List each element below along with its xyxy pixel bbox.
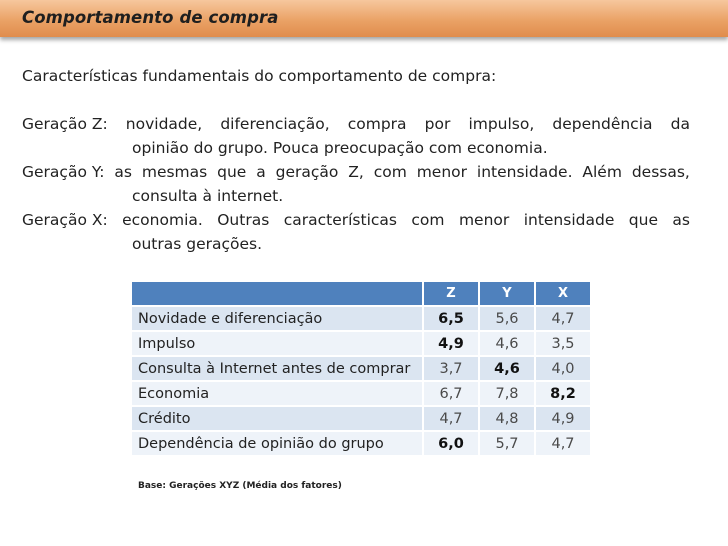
cell-z: 3,7: [424, 357, 478, 380]
cell-y: 5,6: [480, 307, 534, 330]
factors-table: [130, 280, 592, 457]
generation-word: Outras: [217, 211, 270, 229]
cell-y: 4,8: [480, 407, 534, 430]
col-header-z: Z: [424, 282, 478, 305]
cell-z: 4,7: [424, 407, 478, 430]
generation-word: com: [411, 211, 445, 229]
generation-item: [22, 112, 690, 160]
table-row: [132, 307, 590, 330]
cell-y: 5,7: [480, 432, 534, 455]
row-label: Consulta à Internet antes de comprar: [132, 357, 422, 380]
generation-word: menor: [416, 163, 468, 181]
table-header-row: [132, 282, 590, 305]
generation-label: Geração Z:: [22, 115, 108, 133]
table-header-blank: [132, 282, 422, 305]
table-row: [132, 432, 590, 455]
generation-word: diferenciação,: [220, 115, 330, 133]
cell-y: 4,6: [480, 357, 534, 380]
cell-x: 4,9: [536, 407, 590, 430]
generation-word: dependência: [552, 115, 653, 133]
generation-word: a: [256, 163, 266, 181]
slide-title: Comportamento de compra: [22, 8, 279, 27]
generation-label: Geração X:: [22, 211, 108, 229]
table-row: [132, 357, 590, 380]
generation-continuation: outras gerações.: [132, 235, 263, 253]
generation-first-line: [22, 160, 690, 184]
row-label: Impulso: [132, 332, 422, 355]
table-footnote: Base: Gerações XYZ (Média dos fatores): [138, 481, 342, 491]
generation-first-line: [22, 208, 690, 232]
generation-item: [22, 160, 690, 208]
generation-continuation: consulta à internet.: [132, 187, 284, 205]
generation-word: que: [217, 163, 247, 181]
generation-word: da: [670, 115, 690, 133]
generation-word: compra: [347, 115, 407, 133]
generation-word: Z,: [348, 163, 364, 181]
intro-text: Características fundamentais do comportamento de compra:: [22, 67, 497, 85]
generation-word: menor: [458, 211, 510, 229]
cell-z: 6,7: [424, 382, 478, 405]
row-label: Economia: [132, 382, 422, 405]
generation-word: geração: [275, 163, 339, 181]
row-label: Crédito: [132, 407, 422, 430]
table-row: [132, 382, 590, 405]
generation-first-line: [22, 112, 690, 136]
row-label: Dependência de opinião do grupo: [132, 432, 422, 455]
cell-x: 8,2: [536, 382, 590, 405]
col-header-x: X: [536, 282, 590, 305]
col-header-y: Y: [480, 282, 534, 305]
generation-continuation: opinião do grupo. Pouca preocupação com economia.: [132, 139, 548, 157]
generation-word: novidade,: [125, 115, 203, 133]
generation-word: Além: [582, 163, 622, 181]
generation-list: [22, 112, 690, 256]
cell-z: 6,0: [424, 432, 478, 455]
title-bar: [0, 0, 728, 37]
generation-item: [22, 208, 690, 256]
generation-word: intensidade.: [476, 163, 573, 181]
table-row: [132, 407, 590, 430]
generation-word: com: [373, 163, 407, 181]
cell-x: 4,7: [536, 432, 590, 455]
generation-word: intensidade: [523, 211, 615, 229]
cell-x: 4,7: [536, 307, 590, 330]
generation-word: por: [424, 115, 451, 133]
row-label: Novidade e diferenciação: [132, 307, 422, 330]
generation-word: economia.: [122, 211, 203, 229]
cell-z: 6,5: [424, 307, 478, 330]
generation-word: dessas,: [631, 163, 690, 181]
generation-word: as: [672, 211, 690, 229]
cell-z: 4,9: [424, 332, 478, 355]
generation-word: mesmas: [141, 163, 208, 181]
cell-y: 7,8: [480, 382, 534, 405]
generation-word: impulso,: [468, 115, 535, 133]
body-text: [22, 64, 690, 256]
generation-word: características: [283, 211, 397, 229]
cell-x: 4,0: [536, 357, 590, 380]
table-row: [132, 332, 590, 355]
generation-word: que: [628, 211, 658, 229]
generation-label: Geração Y:: [22, 163, 105, 181]
cell-x: 3,5: [536, 332, 590, 355]
cell-y: 4,6: [480, 332, 534, 355]
generation-word: as: [114, 163, 132, 181]
